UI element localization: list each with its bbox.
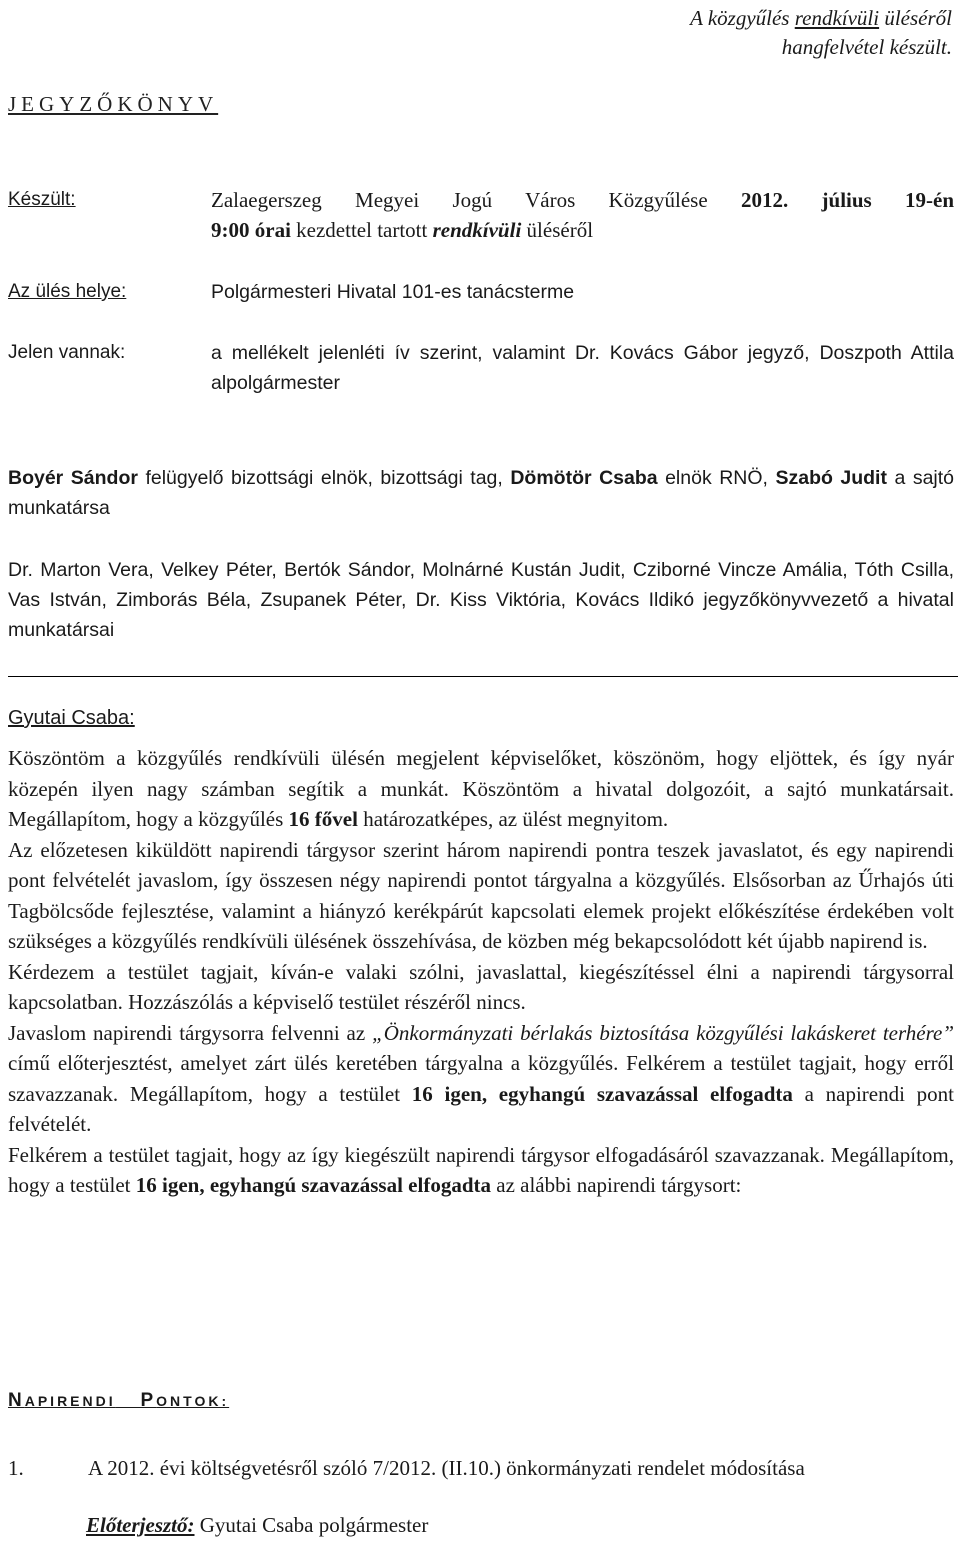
label-jelen: Jelen vannak: xyxy=(8,342,126,363)
label-hely: Az ülés helye: xyxy=(8,281,127,302)
speech-paragraph-2: Az előzetesen kiküldött napirendi tárgysor szerint három napirendi pontra teszek javaslatot, és egy napirendi pont felvételét javaslom, így összesen négy napirendi pontot tárgyalna a közgyűlés. Elsősorban az Űrhajós úti Tagbölcsőde fejlesztése, valamint a hiányzó kerékpárút kapcsolati elemek projekt előkészítése érdekében volt szükséges a közgyűlés rendkívüli ülésének összehívása, de közben még bekapcsolódott két újabb napirend is. xyxy=(8,837,954,953)
recording-note xyxy=(690,4,952,62)
recording-note-line1: A közgyűlés rendkívüli üléséről xyxy=(690,6,952,30)
separator-line xyxy=(8,676,958,677)
label-keszult: Készült: xyxy=(8,189,76,210)
agenda-item-number: 1. xyxy=(8,1456,24,1480)
speech-paragraph-4: Javaslom napirendi tárgysorra felvenni az „Önkormányzati bérlakás biztosítása közgyűlési lakáskeret terhére” című előterjesztést, amelyet zárt ülés keretében tárgyalna a közgyűlés. Felkérem a testület tagjait, hogy erről szavazzanak. Megállapítom, hogy a testület 16 igen, egyhangú szavazással elfogadta a napirendi pont felvételét. xyxy=(8,1020,954,1136)
guests-paragraph-2: Dr. Marton Vera, Velkey Péter, Bertók Sándor, Molnárné Kustán Judit, Cziborné Vincze Amália, Tóth Csilla, Vas István, Zimborás Béla, Zsupanek Péter, Dr. Kiss Viktória, Kovács Ildikó jegyzőkönyvvezető a hivatal munkatársai xyxy=(8,559,954,641)
document-title: JEGYZŐKÖNYV xyxy=(8,92,219,116)
speech-paragraph-3: Kérdezem a testület tagjait, kíván-e valaki szólni, javaslattal, kiegészítéssel élni a napirendi tárgysorral kapcsolatban. Hozzászólás a képviselő testület részéről nincs. xyxy=(8,959,954,1014)
speaker-name: Gyutai Csaba: xyxy=(8,707,135,729)
presenter-label: Előterjesztő: xyxy=(86,1513,195,1537)
agenda-item-presenter xyxy=(86,1513,428,1538)
speech-paragraph-1: Köszöntöm a közgyűlés rendkívüli ülésén megjelent képviselőket, köszönöm, hogy eljöttek, és így nyár közepén ilyen nagy számban segítik a munkát. Köszöntöm a hivatal dolgozóit, a sajtó munkatársait. Megállapítom, hogy a közgyűlés 16 fővel határozatképes, az ülést megnyitom. xyxy=(8,746,954,831)
presenter-value: Gyutai Csaba polgármester xyxy=(199,1513,429,1537)
agenda-heading: NAPIRENDI PONTOK: xyxy=(8,1390,230,1411)
recording-note-line2: hangfelvétel készült. xyxy=(781,35,952,59)
note-emphasis: rendkívüli xyxy=(794,6,880,30)
agenda-item-text: A 2012. évi költségvetésről szóló 7/2012. (II.10.) önkormányzati rendelet módosítása xyxy=(88,1456,805,1480)
value-hely: Polgármesteri Hivatal 101-es tanácsterme xyxy=(211,281,575,303)
value-jelen: a mellékelt jelenléti ív szerint, valamint Dr. Kovács Gábor jegyző, Doszpoth Attila alpolgármester xyxy=(211,342,954,394)
value-keszult: Zalaegerszeg Megyei Jogú Város Közgyűlése 2012. július 19-én 9:00 órai kezdettel tartott rendkívüli üléséről xyxy=(211,188,954,242)
speech-body xyxy=(8,743,954,1201)
speech-paragraph-5: Felkérem a testület tagjait, hogy az így kiegészült napirendi tárgysor elfogadásáról szavazzanak. Megállapítom, hogy a testület 16 igen, egyhangú szavazással elfogadta az alábbi napirendi tárgysort: xyxy=(8,1142,954,1197)
guests-paragraph-1: Boyér Sándor felügyelő bizottsági elnök, bizottsági tag, Dömötör Csaba elnök RNÖ, Szabó Judit a sajtó munkatársa xyxy=(8,467,955,519)
